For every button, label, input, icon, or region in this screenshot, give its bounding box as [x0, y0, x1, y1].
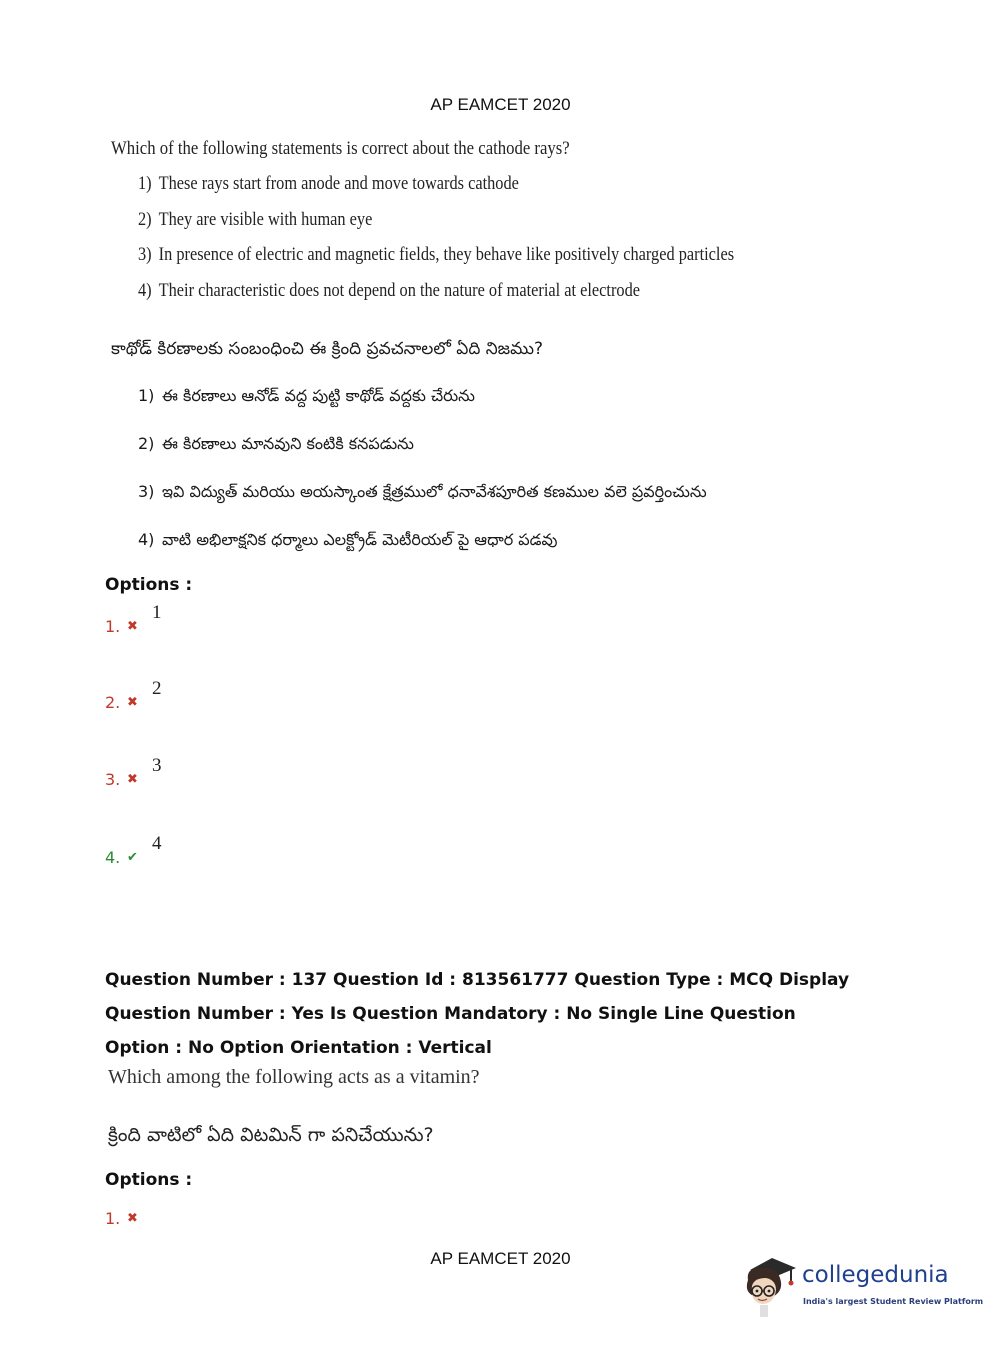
telugu-choice: 3) ఇవి విద్యుత్ మరియు అయస్కాంత క్షేత్రములో ధనావేశపూరిత కణముల వలె ప్రవర్తించును: [138, 482, 707, 501]
cross-icon: ✖: [127, 1211, 138, 1226]
option-number: 3.: [105, 770, 121, 789]
telugu-choice: 2) ఈ కిరణాలు మానవుని కంటికి కనపడును: [138, 434, 414, 453]
english-choice: 3) In presence of electric and magnetic fields, they behave like positively charged particles: [138, 244, 735, 265]
english-choices-list: [138, 172, 831, 314]
english-choice: 4) Their characteristic does not depend on the nature of material at electrode: [138, 279, 640, 301]
option-value: 1: [152, 602, 162, 623]
option-number: 1.: [105, 617, 121, 636]
options-label: Options :: [105, 575, 193, 595]
cross-icon: ✖: [127, 695, 138, 710]
telugu-choice: 1) ఈ కిరణాలు ఆనోడ్ వద్ద పుట్టి కాథోడ్ వద్దకు చేరును: [138, 386, 475, 405]
logo-brand-text: collegedunia: [802, 1262, 949, 1288]
page-header: AP EAMCET 2020: [430, 95, 571, 114]
option-number: 4.: [105, 848, 121, 867]
options-label: Options :: [105, 1170, 193, 1190]
telugu-choice: 4) వాటి అభిలాక్షనిక ధర్మాలు ఎలక్ట్రోడ్ మెటీరియల్ పై ఆధార పడవు: [138, 530, 558, 549]
question-stem-telugu: క్రింది వాటిలో ఏది విటమిన్ గా పనిచేయును?: [108, 1124, 434, 1146]
option-number: 1.: [105, 1209, 121, 1228]
option-value: 2: [152, 678, 162, 699]
logo-tagline: India's largest Student Review Platform: [803, 1297, 984, 1306]
mascot-icon: [740, 1250, 802, 1318]
collegedunia-logo: [740, 1250, 984, 1318]
english-choice: 2) They are visible with human eye: [138, 208, 373, 230]
cross-icon: ✖: [127, 619, 138, 634]
english-choice: 1) These rays start from anode and move towards cathode: [138, 173, 519, 194]
question-stem-telugu: కాథోడ్ కిరణాలకు సంబంధించి ఈ క్రింది ప్రవచనాలలో ఏది నిజము?: [111, 339, 544, 359]
option-number: 2.: [105, 693, 121, 712]
question-metadata: Question Number : 137 Question Id : 813561777 Question Type : MCQ Display Question Number : Yes Is Question Mandatory : No Single Line Question Option : No Option Orientation : Vertical: [105, 970, 850, 1058]
page-footer: AP EAMCET 2020: [430, 1249, 571, 1268]
cross-icon: ✖: [127, 772, 138, 787]
telugu-choices-list: [138, 383, 707, 575]
option-value: 3: [152, 755, 162, 776]
option-value: 4: [152, 833, 162, 854]
question-stem-english: Which among the following acts as a vitamin?: [108, 1066, 480, 1088]
check-icon: ✔: [127, 850, 138, 865]
question-stem-english: Which of the following statements is correct about the cathode rays?: [111, 138, 570, 159]
